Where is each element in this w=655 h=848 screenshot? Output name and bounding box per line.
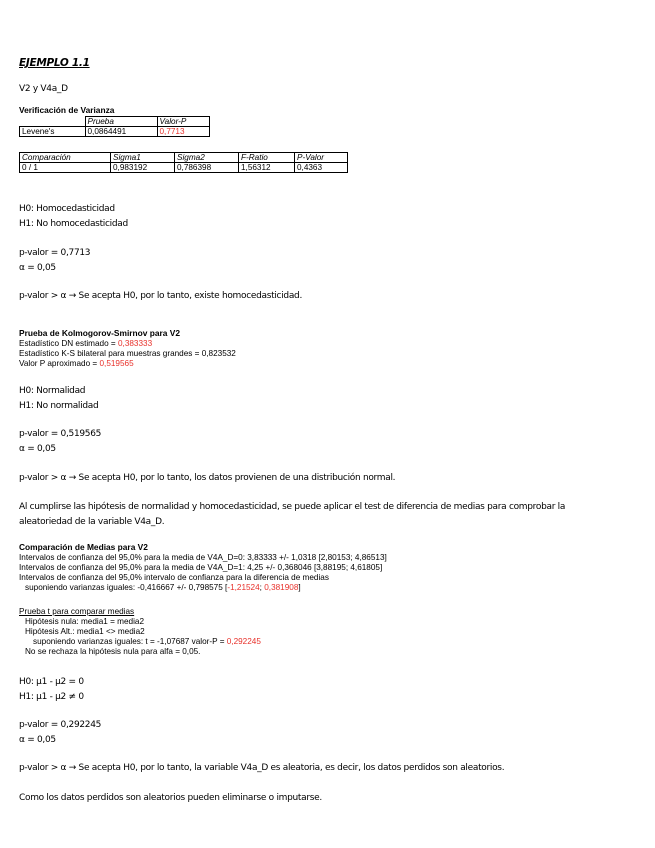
medias-heading: Comparación de Medias para V2 [19,542,148,552]
ttest-line: No se rechaza la hipótesis nula para alfa = 0,05. [25,647,201,656]
comparacion-header-cell: Comparación [20,153,111,163]
ttest-heading: Prueba t para comparar medias [19,607,135,616]
conclusion-line: p-valor > α → Se acepta H0, por lo tanto, la variable V4a_D es aleatoria, es decir, los datos perdidos son aleatorios. [19,763,505,773]
comparacion-cell: 0,983192 [111,163,175,173]
conclusion-line: p-valor > α → Se acepta H0, por lo tanto, los datos provienen de una distribución normal. [19,473,396,483]
paragraph-line: aleatoriedad de la variable V4a_D. [19,517,165,527]
medias-bracket: ] [298,583,301,592]
varianza-header-cell: Prueba [85,117,157,127]
varianza-header-cell [20,117,86,127]
varianza-cell: 0,7713 [157,127,209,137]
ks-value: 0,519565 [99,359,134,368]
varianza-header-row [20,117,210,127]
p-value-line: p-valor = 0,292245 [19,720,102,730]
comparacion-table [19,152,348,173]
alpha-line: α = 0,05 [19,735,56,745]
comparacion-header-cell: Sigma2 [175,153,239,163]
hypothesis-h1: H1: µ1 - µ2 ≠ 0 [19,692,84,702]
comparacion-cell: 0 / 1 [20,163,111,173]
medias-line: Intervalos de confianza del 95,0% para la media de V4A_D=0: 3,83333 +/- 1,0318 [2,80153; 4,86513] [19,553,387,562]
ks-line: Estadístico K-S bilateral para muestras grandes = 0,823532 [19,349,236,358]
hypothesis-h0: H0: Homocedasticidad [19,204,115,214]
medias-line: Intervalos de confianza del 95,0% intervalo de confianza para la diferencia de medias [19,573,329,582]
hypothesis-h0: H0: Normalidad [19,386,86,396]
alpha-line: α = 0,05 [19,263,56,273]
varianza-table [19,116,210,137]
conclusion-line: p-valor > α → Se acepta H0, por lo tanto, existe homocedasticidad. [19,291,303,301]
hypothesis-h1: H1: No normalidad [19,401,99,411]
hypothesis-h0: H0: µ1 - µ2 = 0 [19,677,84,687]
final-line: Como los datos perdidos son aleatorios pueden eliminarse o imputarse. [19,793,322,803]
hypothesis-h1: H1: No homocedasticidad [19,219,128,229]
comparacion-row [20,163,348,173]
medias-line: Intervalos de confianza del 95,0% para la media de V4A_D=1: 4,25 +/- 0,368046 [3,88195; 4,61805] [19,563,383,572]
ttest-line [19,637,261,647]
page-title: EJEMPLO 1.1 [19,57,90,69]
varianza-cell: 0,0864491 [85,127,157,137]
alpha-line: α = 0,05 [19,444,56,454]
comparacion-header-cell: P-Valor [295,153,348,163]
varianza-row [20,127,210,137]
comparacion-header-cell: F-Ratio [239,153,295,163]
ks-label: Estadístico DN estimado = [19,339,118,348]
varianza-header-cell: Valor-P [157,117,209,127]
ks-heading: Prueba de Kolmogorov-Smirnov para V2 [19,328,181,338]
p-value-line: p-valor = 0,519565 [19,429,102,439]
subtitle: V2 y V4a_D [19,84,68,94]
p-value-line: p-valor = 0,7713 [19,248,91,258]
ks-label: Valor P aproximado = [19,359,100,368]
comparacion-header-row [20,153,348,163]
ttest-line: Hipótesis Alt.: media1 <> media2 [25,627,145,636]
medias-low-value: -1,21524 [227,583,260,592]
comparacion-cell: 1,56312 [239,163,295,173]
medias-separator: ; [259,583,265,592]
comparacion-cell: 0,786398 [175,163,239,173]
ks-line [19,339,152,349]
medias-high-value: 0,381908 [264,583,299,592]
ttest-line: Hipótesis nula: media1 = media2 [25,617,145,626]
ttest-value: 0,292245 [226,637,261,646]
ks-line [19,359,134,369]
varianza-heading: Verificación de Varianza [19,105,115,115]
medias-label: suponiendo varianzas iguales: -0,416667 +/- 0,798575 [ [25,583,228,592]
comparacion-cell: 0,4363 [295,163,348,173]
paragraph-line: Al cumplirse las hipótesis de normalidad y homocedasticidad, se puede aplicar el test de diferencia de medias para comprobar la [19,502,566,512]
ks-value: 0,383333 [117,339,153,348]
medias-line [19,583,301,593]
ttest-label: suponiendo varianzas iguales: t = -1,07687 valor-P = [33,637,227,646]
comparacion-header-cell: Sigma1 [111,153,175,163]
varianza-cell: Levene's [20,127,86,137]
